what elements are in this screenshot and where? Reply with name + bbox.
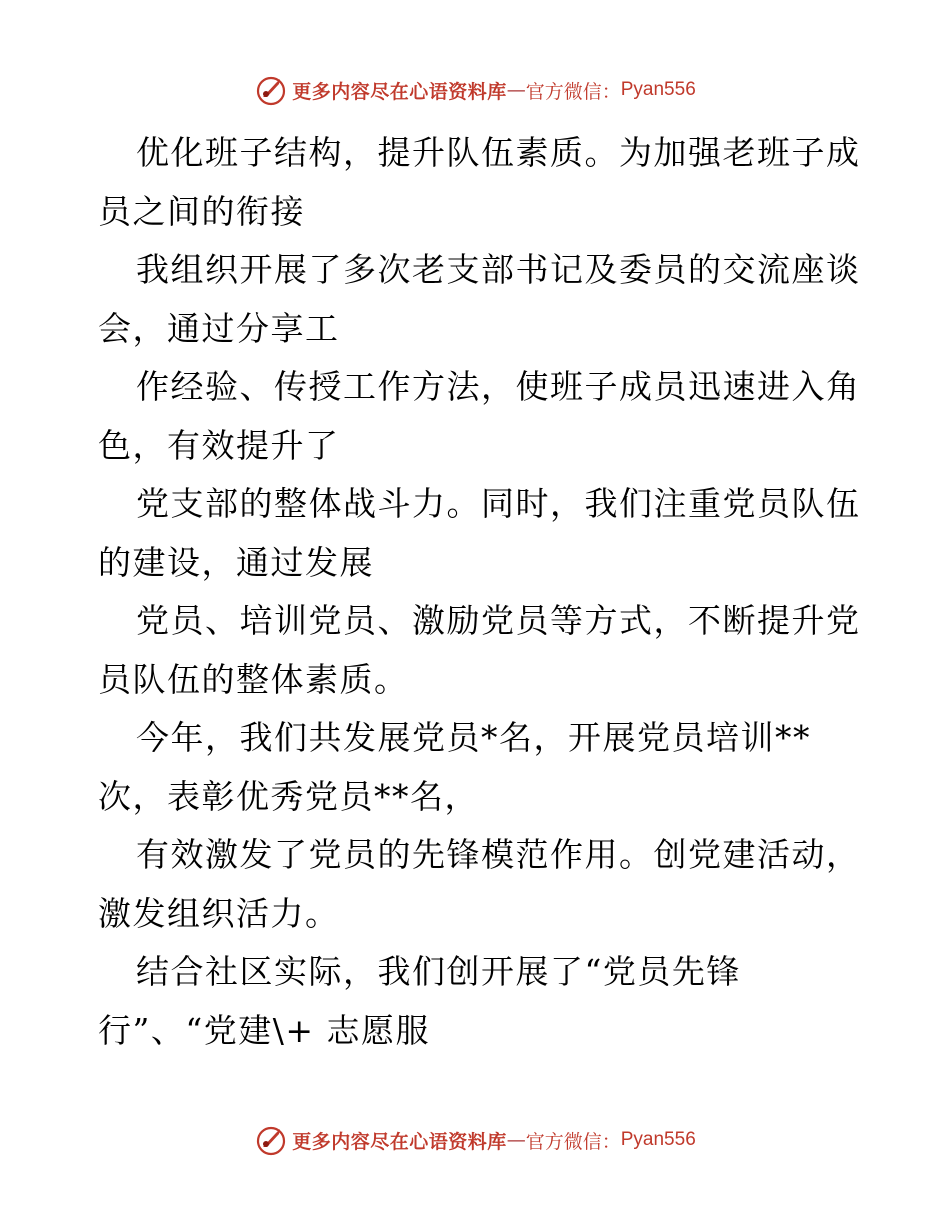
quill-seal-icon — [254, 1123, 288, 1157]
text-line: 优化班子结构，提升队伍素质。为加强老班子成 — [136, 133, 861, 172]
text-line: 行”、“党建\+ 志愿服 — [98, 1010, 430, 1050]
text-line: 激发组织活力。 — [98, 893, 340, 933]
text-line: 我组织开展了多次老支部书记及委员的交流座谈 — [136, 250, 861, 289]
footer-banner — [0, 1120, 950, 1160]
footer-wechat-id: Pyan556 — [620, 1129, 696, 1150]
footer-dash: — — [506, 1129, 526, 1151]
footer-wechat-label: 官方微信： — [525, 1130, 621, 1153]
text-line: 的建设，通过发展 — [98, 542, 374, 582]
text-line: 次，表彰优秀党员**名， — [98, 776, 479, 816]
text-line: 有效激发了党员的先锋模范作用。创党建活动， — [136, 835, 861, 874]
document-body — [98, 124, 861, 1060]
text-line: 员队伍的整体素质。 — [98, 659, 409, 699]
text-line: 作经验、传授工作方法，使班子成员迅速进入角 — [136, 367, 861, 406]
text-line: 党员、培训党员、激励党员等方式，不断提升党 — [136, 601, 861, 640]
quill-seal-icon — [254, 73, 288, 107]
header-brand-text: 更多内容尽在心语资料库 — [292, 80, 507, 103]
text-line: 员之间的衔接 — [98, 191, 305, 231]
text-line: 今年，我们共发展党员*名，开展党员培训** — [136, 718, 811, 757]
header-dash: — — [506, 79, 526, 101]
text-line: 色，有效提升了 — [98, 425, 340, 465]
text-line: 会，通过分享工 — [98, 308, 340, 348]
header-wechat-id: Pyan556 — [620, 79, 696, 100]
text-line: 结合社区实际，我们创开展了“党员先锋 — [136, 952, 741, 991]
footer-brand-text: 更多内容尽在心语资料库 — [292, 1130, 507, 1153]
header-wechat-label: 官方微信： — [525, 80, 621, 103]
text-line: 党支部的整体战斗力。同时，我们注重党员队伍 — [136, 484, 861, 523]
header-banner — [0, 70, 950, 110]
